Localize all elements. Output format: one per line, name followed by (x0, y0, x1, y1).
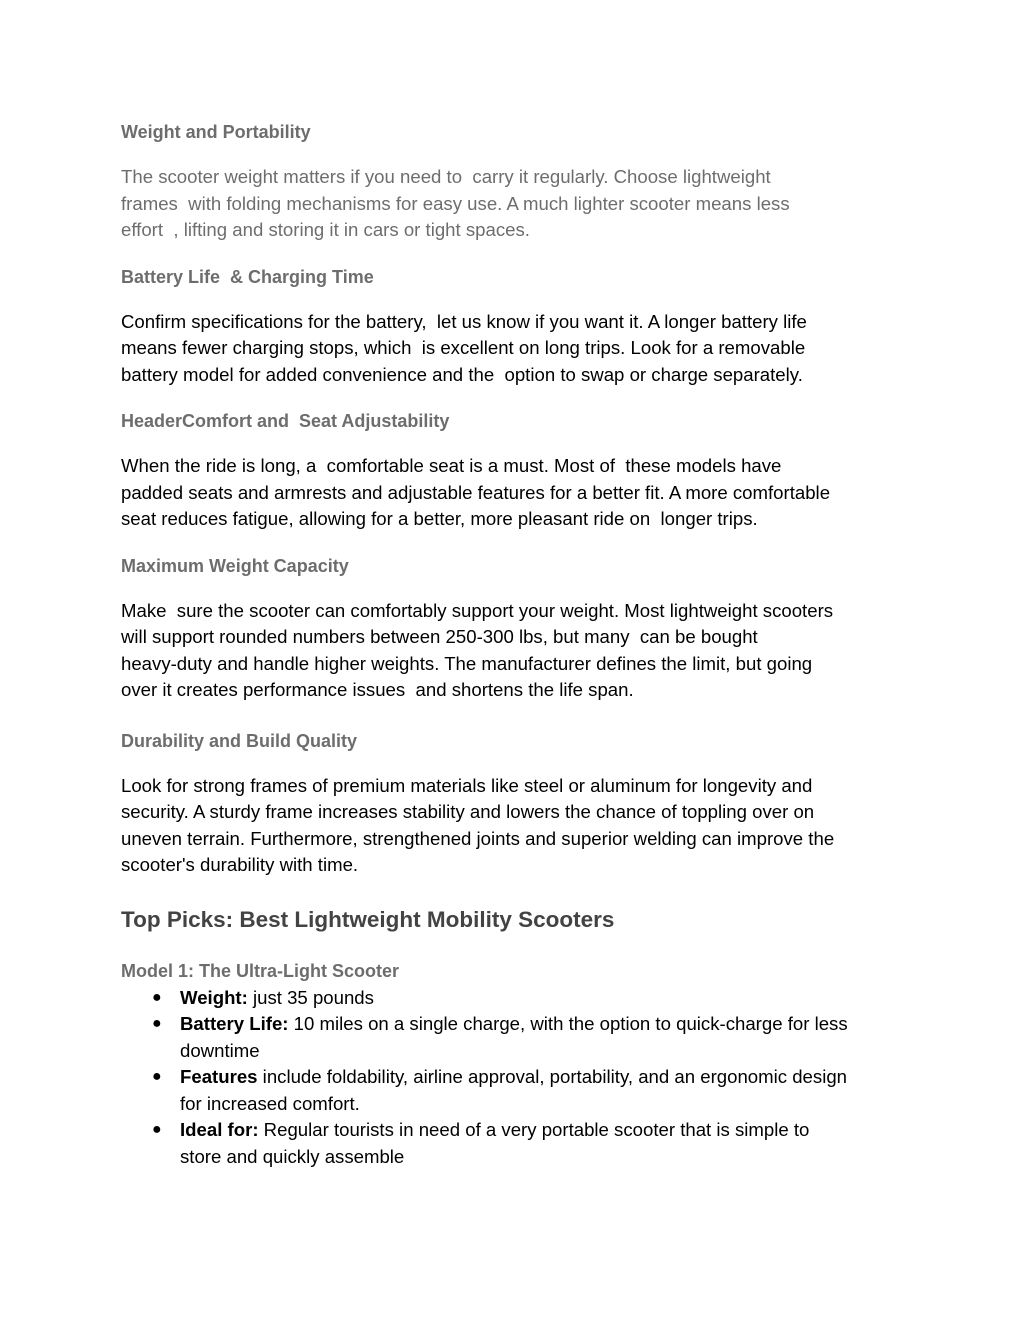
section-paragraph: When the ride is long, a comfortable seat is a must. Most of these models have padded seats and armrests and adjustable features for a better fit. A more comfortable seat reduces fatigue, allowing for a better, more pleasant ride on longer trips. (121, 455, 831, 529)
bullet-icon: ● (152, 1015, 162, 1032)
section-heading: Durability and Build Quality (121, 730, 358, 751)
document-page (121, 118, 911, 1170)
list-item-label: Battery Life: (180, 1013, 289, 1034)
model-heading: Model 1: The Ultra-Light Scooter (121, 960, 400, 981)
top-picks-title: Top Picks: Best Lightweight Mobility Scooters (121, 906, 615, 932)
bullet-icon: ● (152, 1121, 162, 1138)
section-durability (121, 727, 911, 879)
section-heading: HeaderComfort and Seat Adjustability (121, 411, 450, 431)
bullet-icon: ● (152, 1068, 162, 1085)
list-item-label: Features (180, 1066, 258, 1087)
list-item: ● Weight: just 35 pounds (121, 985, 911, 1012)
section-heading: Weight and Portability (121, 122, 311, 142)
section-weight-portability (121, 118, 911, 244)
section-battery-life (121, 263, 911, 389)
list-item: ● Ideal for: Regular tourists in need of a very portable scooter that is simple to store and quickly assemble (152, 1119, 810, 1167)
list-item: ● Features include foldability, airline approval, portability, and an ergonomic design for increased comfort. (152, 1066, 848, 1114)
bullet-icon: ● (152, 988, 162, 1006)
section-paragraph: Look for strong frames of premium materials like steel or aluminum for longevity and security. A sturdy frame increases stability and lowers the chance of toppling over on uneven terrain. Furthermore, strengthened joints and superior welding can improve the scooter's durability with time. (121, 774, 835, 875)
model-feature-list (121, 985, 911, 1171)
section-paragraph: Make sure the scooter can comfortably support your weight. Most lightweight scooters will support rounded numbers between 250-300 lbs, but many can be bought heavy-duty and handle higher weights. The manufacturer defines the limit, but going over it creates performance issues and shortens the life span. (121, 599, 834, 700)
list-item-label: Weight: (180, 986, 248, 1008)
section-heading: Maximum Weight Capacity (121, 555, 349, 576)
section-paragraph: Confirm specifications for the battery, let us know if you want it. A longer battery life means fewer charging stops, which is excellent on long trips. Look for a removable battery model for added convenience and the option to swap or charge separately. (121, 310, 807, 385)
top-picks-section (121, 905, 911, 1171)
section-heading: Battery Life & Charging Time (121, 266, 374, 287)
section-max-weight (121, 552, 911, 704)
list-item-label: Ideal for: (180, 1119, 259, 1140)
section-paragraph: The scooter weight matters if you need to carry it regularly. Choose lightweight frames with folding mechanisms for easy use. A much lighter scooter means less effort , lifting and storing it in cars or tight spaces. (121, 166, 790, 240)
section-comfort-seat (121, 407, 911, 533)
list-item: ● Battery Life: 10 miles on a single charge, with the option to quick-charge for less downtime (152, 1013, 848, 1061)
